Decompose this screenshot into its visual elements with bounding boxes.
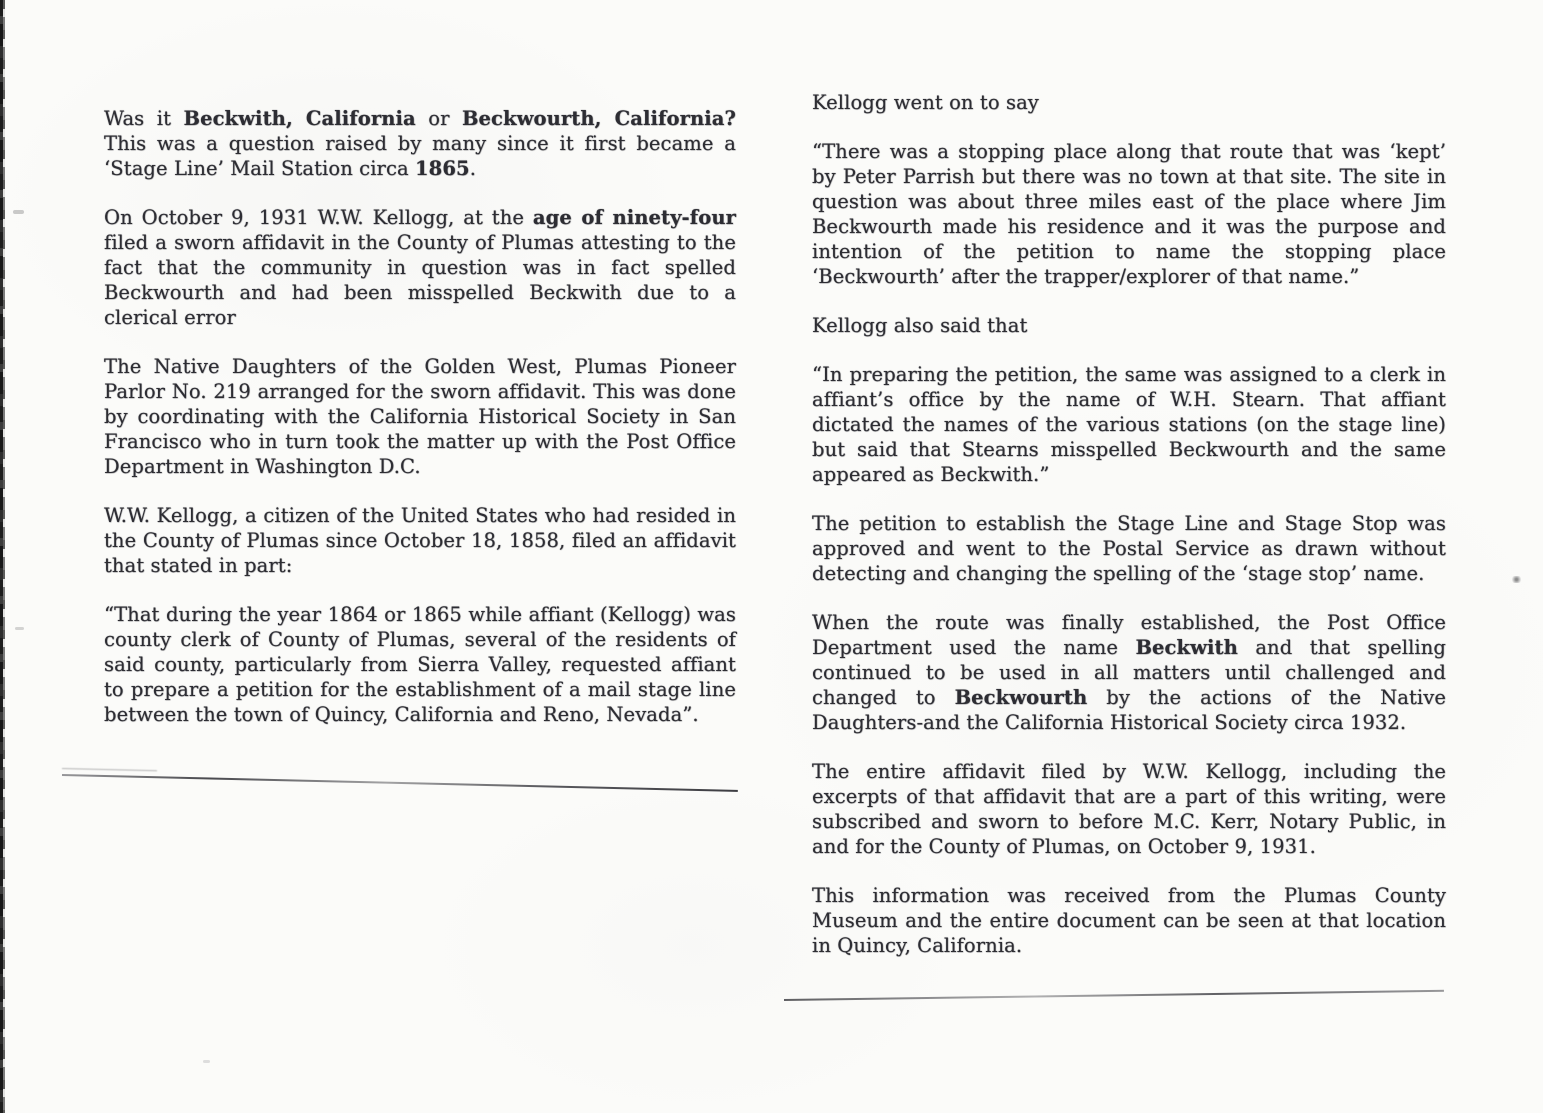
left-page-column bbox=[104, 106, 736, 751]
right-page-column bbox=[812, 90, 1446, 982]
scan-speck bbox=[1512, 576, 1521, 583]
scan-speck bbox=[203, 1060, 210, 1063]
paragraph-right-4: “In preparing the petition, the same was assigned to a clerk in affiant’s office by the name of W.H. Stearn. That affiant dictated the names of the various stations (on the stage line) but said that Stearns misspelled Beckwourth and the same appeared as Beckwith.” bbox=[812, 363, 1446, 486]
paragraph-left-1: Was it Beckwith, California or Beckwourth, California? This was a question raised by many since it first became a ‘Stage Line’ Mail Station circa 1865. bbox=[104, 107, 737, 180]
paragraph-right-3: Kellogg also said that bbox=[812, 314, 1028, 337]
paragraph-right-6: When the route was finally established, the Post Office Department used the name Beckwith and that spelling continued to be used in all matters until challenged and changed to Beckwourth by the actions of the Native Daughters-and the California Historical Society circa 1932. bbox=[812, 611, 1446, 734]
paragraph-right-2: “There was a stopping place along that route that was ‘kept’ by Peter Parrish but there was no town at that site. The site in question was about three miles east of the place where Jim Beckwourth made his residence and it was the purpose and intention of the petition to name the stopping place ‘Beckwourth’ after the trapper/explorer of that name.” bbox=[812, 140, 1446, 288]
scan-edge-artifact-ragged bbox=[3, 0, 5, 1113]
paragraph-right-5: The petition to establish the Stage Line and Stage Stop was approved and went to the Postal Service as drawn without detecting and changing the spelling of the ‘stage stop’ name. bbox=[812, 512, 1446, 585]
right-column-bottom-rule bbox=[784, 990, 1444, 1001]
paragraph-right-1: Kellogg went on to say bbox=[812, 91, 1039, 114]
paragraph-left-2: On October 9, 1931 W.W. Kellogg, at the age of ninety-four filed a sworn affidavit in the County of Plumas attesting to the fact that the community in question was in fact spelled Beckwourth and had been misspelled Beckwith due to a clerical error bbox=[104, 206, 736, 329]
paragraph-left-3: The Native Daughters of the Golden West, Plumas Pioneer Parlor No. 219 arranged for the sworn affidavit. This was done by coordinating with the California Historical Society in San Francisco who in turn took the matter up with the Post Office Department in Washington D.C. bbox=[104, 355, 736, 478]
scan-speck bbox=[15, 627, 24, 630]
left-column-bottom-rule bbox=[62, 774, 738, 792]
paragraph-left-5: “That during the year 1864 or 1865 while affiant (Kellogg) was county clerk of County of Plumas, several of the residents of said county, particularly from Sierra Valley, requested affiant to prepare a petition for the establishment of a mail stage line between the town of Quincy, California and Reno, Nevada”. bbox=[104, 603, 736, 726]
paragraph-right-7: The entire affidavit filed by W.W. Kellogg, including the excerpts of that affidavit that are a part of this writing, were subscribed and sworn to before M.C. Kerr, Notary Public, in and for the County of Plumas, on October 9, 1931. bbox=[812, 760, 1446, 858]
scan-speck bbox=[13, 210, 24, 214]
paragraph-right-8: This information was received from the Plumas County Museum and the entire document can be seen at that location in Quincy, California. bbox=[812, 884, 1446, 957]
left-column-bottom-rule-ghost bbox=[62, 768, 157, 771]
paragraph-left-4: W.W. Kellogg, a citizen of the United States who had resided in the County of Plumas since October 18, 1858, filed an affidavit that stated in part: bbox=[104, 504, 736, 577]
